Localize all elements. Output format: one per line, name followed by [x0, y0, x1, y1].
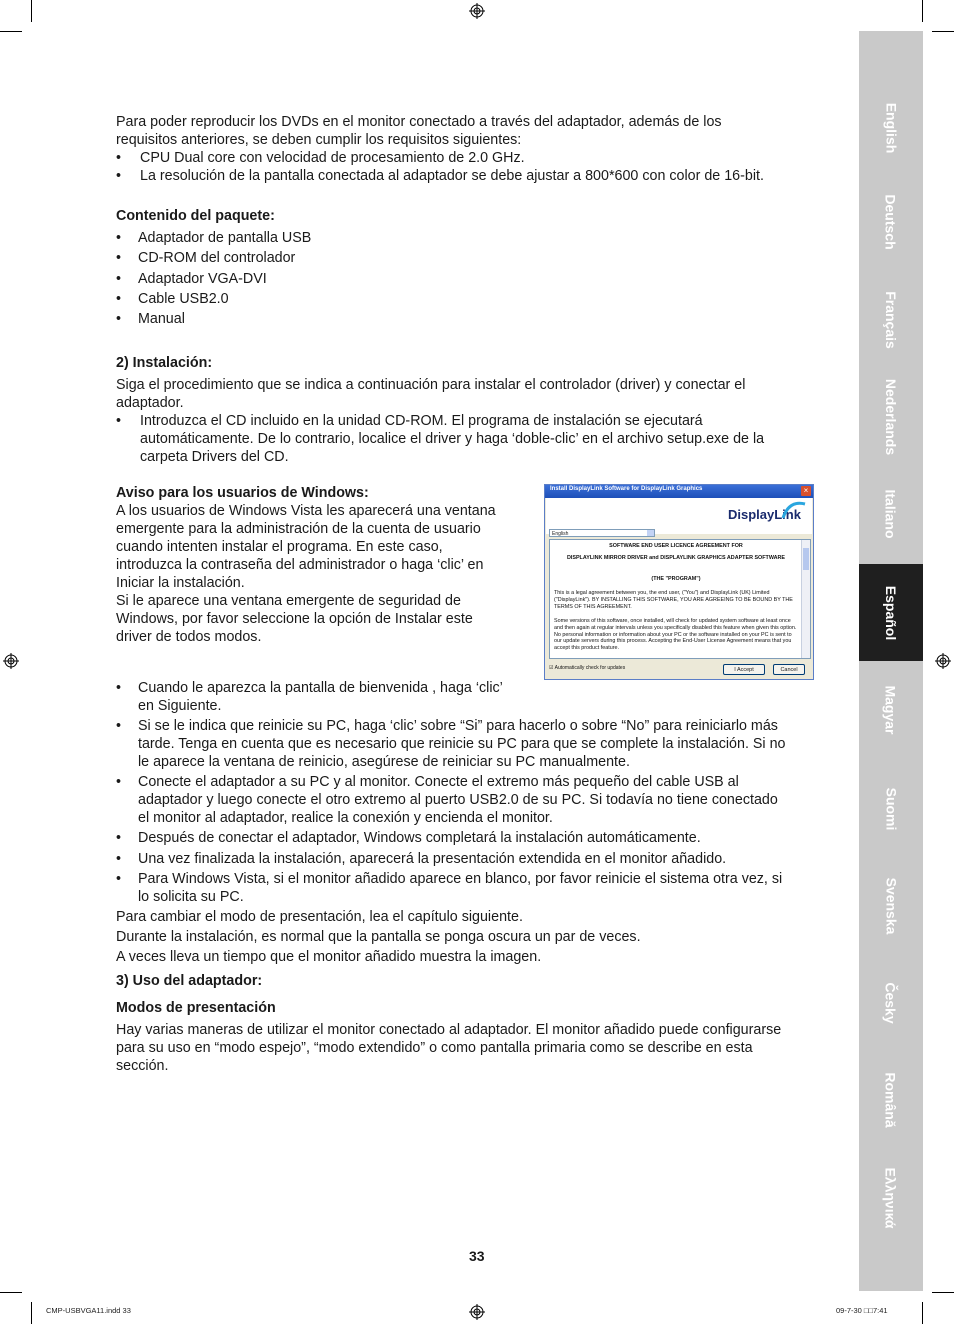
- tab-label: Ελληνικά: [883, 1166, 899, 1229]
- language-select: [549, 529, 655, 537]
- tab-label: Română: [882, 1071, 899, 1128]
- page-number: 33: [469, 1248, 485, 1264]
- list-item: CD-ROM del controlador: [138, 250, 296, 266]
- license-heading: DISPLAYLINK MIRROR DRIVER and DISPLAYLINK GRAPHICS ADAPTER SOFTWARE: [566, 555, 786, 561]
- list-item: Cable USB2.0: [138, 291, 229, 307]
- bullet-dot: •: [116, 871, 122, 887]
- bullet-dot: •: [116, 150, 122, 166]
- registration-mark-icon: [3, 653, 19, 669]
- crop-mark: [31, 0, 32, 22]
- paragraph-line: Para cambiar el modo de presentación, lea el capítulo siguiente.: [116, 909, 523, 925]
- displaylink-logo-icon: [779, 498, 809, 524]
- section-heading: Contenido del paquete:: [116, 208, 275, 224]
- subsection-heading: Modos de presentación: [116, 1000, 276, 1016]
- bullet-dot: •: [116, 168, 122, 184]
- paragraph-line: A veces lleva un tiempo que el monitor añadido muestra la imagen.: [116, 949, 542, 965]
- section-heading: 2) Instalación:: [116, 355, 213, 371]
- tab-svenska[interactable]: [859, 857, 923, 954]
- list-item: le aparece la ventana de reinicio, asegúrese de reiniciar su PC manualmente.: [138, 754, 630, 770]
- crop-mark: [0, 1292, 22, 1293]
- tab-magyar[interactable]: [859, 661, 923, 758]
- bullet-dot: •: [116, 830, 122, 846]
- tab-italiano[interactable]: [859, 465, 923, 562]
- list-item: Adaptador de pantalla USB: [138, 230, 312, 246]
- paragraph-line: adaptador.: [116, 395, 184, 411]
- tab-deutsch[interactable]: [859, 173, 923, 270]
- crop-mark: [31, 1302, 32, 1324]
- license-text-box: [549, 539, 811, 659]
- list-item: Manual: [138, 311, 185, 327]
- license-paragraph: This is a legal agreement between you, the end user, ("You") and DisplayLink (UK) Limited ("DisplayLink"). BY INSTALLING THIS SOFTWARE, YOU ARE AGREEING TO BE BOUND BY THE TERMS OF THIS AGREEMENT.: [554, 590, 793, 610]
- tab-espanol[interactable]: [859, 564, 923, 661]
- license-paragraph: Some versions of this software, once installed, will check for updated system software at least once and then again at regular intervals unless you specifically disabled this feature when given this option. No personal information or information about your PC or the software installed on your PC is sent to our update servers during this process. Accepting the End-User License Agreement means that you accept this product feature.: [554, 618, 797, 652]
- auto-update-checkbox: ☑ Automatically check for updates: [549, 665, 626, 671]
- tab-cesky[interactable]: [859, 954, 923, 1051]
- paragraph-line: Siga el procedimiento que se indica a continuación para instalar el controlador (driver) y conectar el: [116, 377, 746, 393]
- cancel-button: Cancel: [773, 664, 805, 675]
- list-item: automáticamente. De lo contrario, localice el driver y haga ‘doble-clic’ en el archivo setup.exe de la: [140, 431, 765, 447]
- registration-mark-icon: [935, 653, 951, 669]
- crop-mark: [922, 1302, 923, 1324]
- tab-label: Svenska: [882, 877, 899, 934]
- tab-nederlands[interactable]: [859, 368, 923, 465]
- list-item: Adaptador VGA-DVI: [138, 271, 267, 287]
- scrollbar-thumb: [803, 548, 809, 570]
- bullet-dot: •: [116, 271, 122, 287]
- paragraph-line: introduzca la contraseña del administrador o haga ‘clic’ en: [116, 557, 484, 573]
- tab-label: English: [883, 102, 899, 153]
- paragraph-line: Windows, por favor seleccione la opción de Instalar este: [116, 611, 473, 627]
- list-item: Introduzca el CD incluido en la unidad CD-ROM. El programa de instalación se ejecutará: [140, 413, 703, 429]
- list-item: Después de conectar el adaptador, Windows completará la instalación automáticamente.: [138, 830, 701, 846]
- bullet-dot: •: [116, 774, 122, 790]
- registration-mark-icon: [469, 1304, 485, 1320]
- list-item: CPU Dual core con velocidad de procesamiento de 2.0 GHz.: [140, 150, 525, 166]
- displaylink-logo: DisplayLink: [728, 507, 801, 522]
- crop-mark: [932, 1292, 954, 1293]
- list-item: tarde. Tenga en cuenta que es necesario que reinicie su PC para que se complete la instalación. Si no: [138, 736, 786, 752]
- license-dialog-screenshot: [544, 484, 814, 680]
- paragraph-line: emergente para la administración de la cuenta de usuario: [116, 521, 481, 537]
- tab-english[interactable]: [859, 79, 923, 176]
- bullet-dot: •: [116, 851, 122, 867]
- accept-button: I Accept: [723, 664, 765, 675]
- crop-mark: [922, 0, 923, 22]
- bullet-dot: •: [116, 413, 122, 429]
- paragraph-line: para su uso en “modo espejo”, “modo extendido” o como pantalla primaria como se describe en esta: [116, 1040, 753, 1056]
- license-heading: SOFTWARE END USER LICENCE AGREEMENT FOR: [609, 543, 743, 549]
- section-heading: 3) Uso del adaptador:: [116, 973, 263, 989]
- tab-label: Suomi: [883, 787, 899, 830]
- paragraph-line: Hay varias maneras de utilizar el monitor conectado al adaptador. El monitor añadido puede configurarse: [116, 1022, 782, 1038]
- tab-label: Français: [883, 290, 899, 349]
- list-item: Si se le indica que reinicie su PC, haga ‘clic’ sobre “Si” para hacerlo o sobre “No” para reiniciarlo más: [138, 718, 778, 734]
- chevron-down-icon: [647, 530, 654, 536]
- paragraph-line: sección.: [116, 1058, 169, 1074]
- list-item: Cuando le aparezca la pantalla de bienvenida , haga ‘clic’: [138, 680, 503, 696]
- language-tabs: [859, 31, 923, 1291]
- footer-timestamp: 09-7-30 □□7:41: [836, 1306, 888, 1315]
- paragraph-line: Iniciar la instalación.: [116, 575, 245, 591]
- tab-romana[interactable]: [859, 1051, 923, 1148]
- bullet-dot: •: [116, 718, 122, 734]
- list-item: Una vez finalizada la instalación, aparecerá la presentación extendida en el monitor añadido.: [138, 851, 727, 867]
- tab-label: Español: [883, 585, 899, 640]
- crop-mark: [932, 31, 954, 32]
- tab-suomi[interactable]: [859, 760, 923, 857]
- list-item: Para Windows Vista, si el monitor añadido aparece en blanco, por favor reinicie el sistema otra vez, si: [138, 871, 783, 887]
- language-select-value: English: [552, 531, 569, 537]
- list-item: adaptador y luego conecte el otro extremo al puerto USB2.0 de su PC. Si todavía no tiene conectado: [138, 792, 778, 808]
- list-item: La resolución de la pantalla conectada al adaptador se debe ajustar a 800*600 con color de 16-bit.: [140, 168, 764, 184]
- list-item: en Siguiente.: [138, 698, 222, 714]
- footer-file: CMP-USBVGA11.indd 33: [46, 1306, 131, 1315]
- close-icon: ×: [801, 486, 811, 496]
- intro-line: Para poder reproducir los DVDs en el monitor conectado a través del adaptador, además de los: [116, 114, 722, 130]
- scrollbar: [801, 540, 810, 658]
- bullet-dot: •: [116, 680, 122, 696]
- tab-label: Italiano: [882, 488, 899, 539]
- paragraph-line: Si le aparece una ventana emergente de seguridad de: [116, 593, 461, 609]
- tab-label: Nederlands: [883, 378, 899, 455]
- paragraph-line: Durante la instalación, es normal que la pantalla se ponga oscura un par de veces.: [116, 929, 641, 945]
- license-heading: (THE "PROGRAM"): [651, 576, 701, 582]
- tab-label: Magyar: [883, 684, 899, 735]
- tab-label: Česky: [882, 981, 899, 1024]
- bullet-dot: •: [116, 250, 122, 266]
- list-item: Conecte el adaptador a su PC y al monitor. Conecte el extremo más pequeño del cable USB al: [138, 774, 739, 790]
- paragraph-line: A los usuarios de Windows Vista les aparecerá una ventana: [116, 503, 496, 519]
- bullet-dot: •: [116, 311, 122, 327]
- intro-line: requisitos anteriores, se deben cumplir los requisitos siguientes:: [116, 132, 522, 148]
- list-item: lo solicita su PC.: [138, 889, 244, 905]
- bullet-dot: •: [116, 291, 122, 307]
- paragraph-line: driver de todos modos.: [116, 629, 262, 645]
- crop-mark: [0, 31, 22, 32]
- dialog-titlebar: [545, 485, 813, 498]
- dialog-title: Install DisplayLink Software for DisplayLink Graphics: [550, 486, 703, 492]
- tab-francais[interactable]: [859, 271, 923, 368]
- tab-label: Deutsch: [882, 193, 899, 250]
- registration-mark-icon: [469, 3, 485, 19]
- paragraph-line: cuando intenten instalar el programa. En este caso,: [116, 539, 443, 555]
- tab-ellinika[interactable]: [859, 1149, 923, 1246]
- list-item: el monitor al adaptador, realice la conexión y encienda el monitor.: [138, 810, 553, 826]
- list-item: carpeta Drivers del CD.: [140, 449, 289, 465]
- section-heading: Aviso para los usuarios de Windows:: [116, 485, 369, 501]
- bullet-dot: •: [116, 230, 122, 246]
- checkbox-label: Automatically check for updates: [554, 665, 626, 671]
